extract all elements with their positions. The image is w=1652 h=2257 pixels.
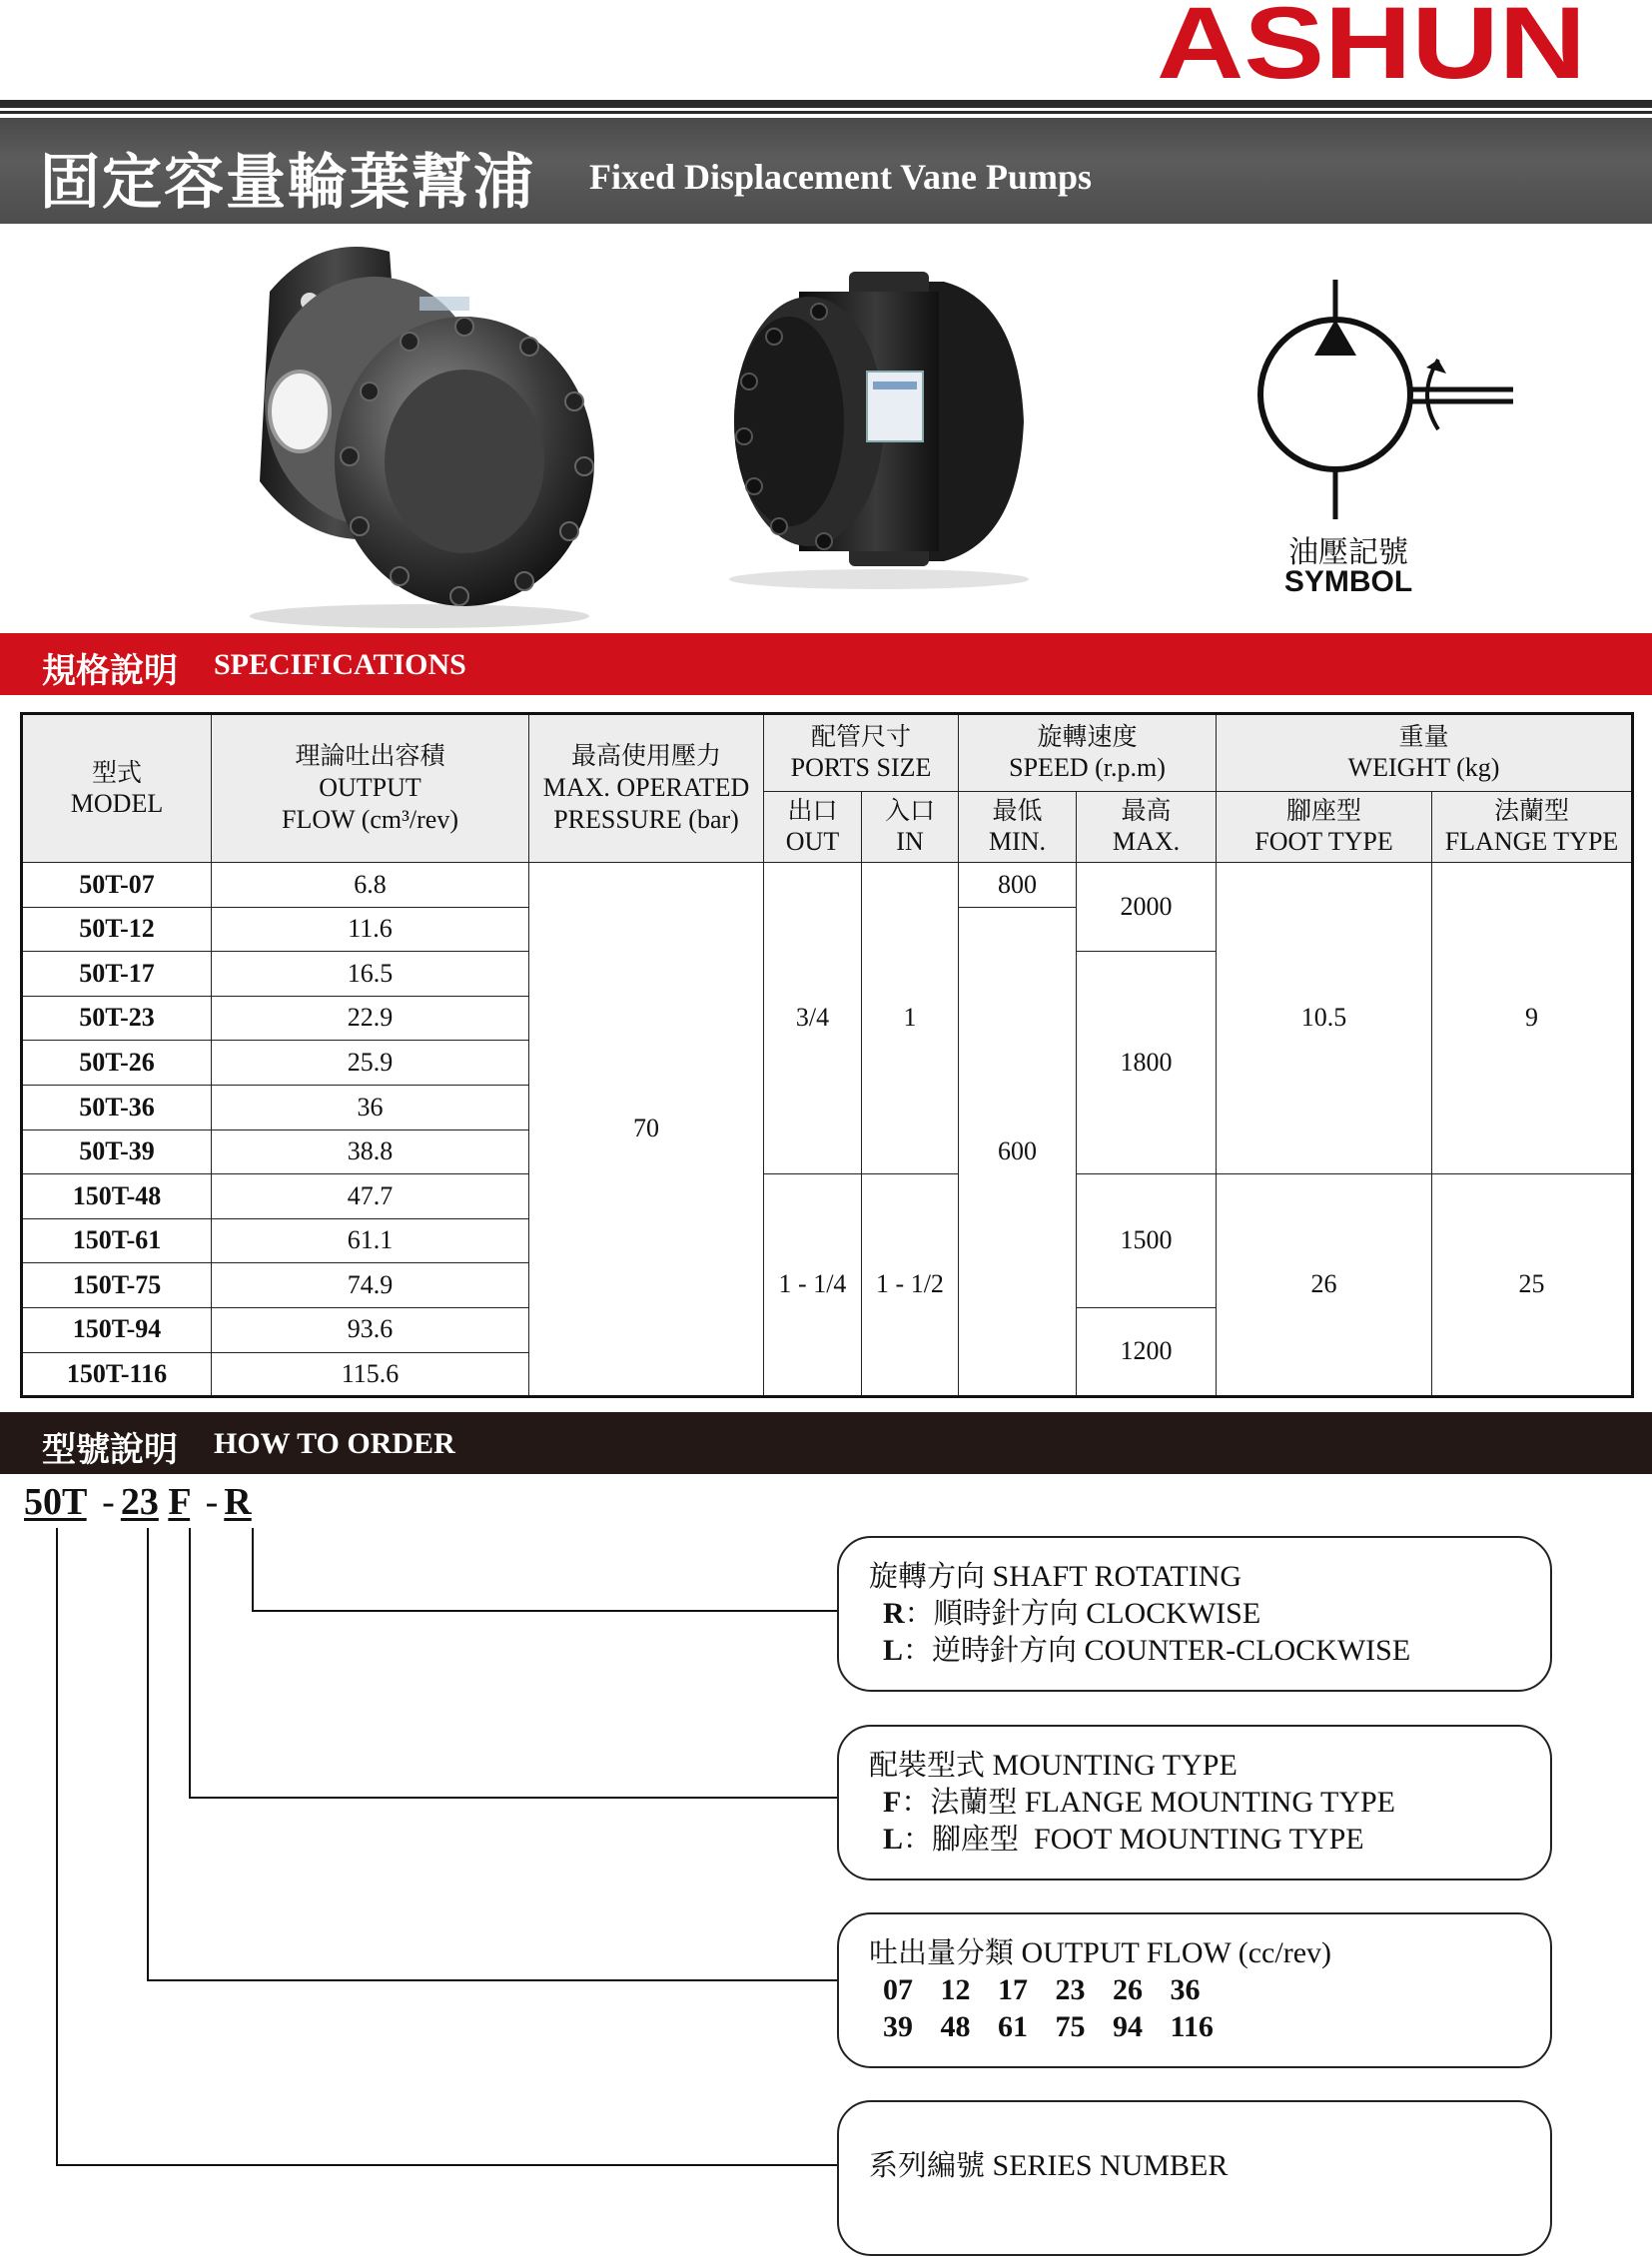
code-rotation: R [224, 1481, 252, 1523]
foot-pump-photo [719, 262, 1039, 591]
header-out: 出口 OUT [764, 792, 862, 863]
model-cell: 50T-36 [22, 1085, 212, 1129]
max-speed-1800-cell: 1800 [1077, 952, 1217, 1174]
model-cell: 50T-26 [22, 1041, 212, 1086]
code-dash: - [205, 1481, 219, 1523]
flow-cell: 22.9 [212, 996, 529, 1041]
how-to-order-heading-zh: 型號說明 [42, 1430, 178, 1470]
model-cell: 50T-39 [22, 1129, 212, 1174]
flow-values-row-1: 07 12 17 23 26 36 [883, 1973, 1201, 2006]
how-to-order-heading-en: HOW TO ORDER [214, 1427, 455, 1460]
min-speed-first-cell: 800 [959, 863, 1077, 908]
order-code-example [24, 1480, 252, 1524]
model-cell: 150T-61 [22, 1218, 212, 1263]
header-flange-type: 法蘭型 FLANGE TYPE [1432, 792, 1633, 863]
code-series: 50T [24, 1481, 87, 1523]
flange-weight-50-cell: 9 [1432, 863, 1633, 1174]
flow-cell: 115.6 [212, 1352, 529, 1397]
max-speed-1500-cell: 1500 [1077, 1174, 1217, 1308]
specifications-heading-en: SPECIFICATIONS [214, 648, 466, 681]
rotation-l-zh: ：逆時針方向 [903, 1633, 1078, 1667]
rotation-l-key: L [883, 1634, 904, 1667]
model-cell: 50T-07 [22, 863, 212, 908]
in-port-150-cell: 1 - 1/2 [862, 1174, 959, 1397]
mounting-option-box [837, 1725, 1552, 1881]
flange-pump-photo [230, 232, 609, 631]
rotation-r-key: R [883, 1597, 905, 1630]
flow-cell: 61.1 [212, 1218, 529, 1263]
model-cell: 150T-48 [22, 1174, 212, 1219]
pressure-cell: 70 [529, 863, 764, 1397]
series-title-zh: 系列編號 [869, 2148, 986, 2182]
min-speed-rest-cell: 600 [959, 907, 1077, 1397]
model-cell: 50T-23 [22, 996, 212, 1041]
code-dash: - [102, 1481, 115, 1523]
mount-l-key: L [883, 1823, 904, 1856]
header-min-speed: 最低 MIN. [959, 792, 1077, 863]
specifications-table [20, 712, 1634, 1398]
header-model: 型式 MODEL [22, 714, 212, 863]
model-cell: 50T-12 [22, 907, 212, 952]
rotation-r-en: CLOCKWISE [1078, 1597, 1261, 1630]
logo-text: ASHUN [1157, 0, 1586, 95]
mount-l-en: FOOT MOUNTING TYPE [1019, 1823, 1364, 1856]
header-max-speed: 最高 MAX. [1077, 792, 1217, 863]
max-speed-1200-cell: 1200 [1077, 1307, 1217, 1396]
page-title-en: Fixed Displacement Vane Pumps [589, 157, 1093, 197]
header-weight: 重量 WEIGHT (kg) [1217, 714, 1633, 792]
flow-cell: 38.8 [212, 1129, 529, 1174]
specifications-heading-zh: 規格說明 [42, 651, 178, 691]
rotation-title-en: SHAFT ROTATING [992, 1560, 1242, 1593]
mount-f-key: F [883, 1786, 902, 1819]
flow-cell: 36 [212, 1085, 529, 1129]
flow-cell: 47.7 [212, 1174, 529, 1219]
model-cell: 150T-94 [22, 1307, 212, 1352]
header-ports-size: 配管尺寸 PORTS SIZE [764, 714, 959, 792]
foot-weight-150-cell: 26 [1217, 1174, 1432, 1397]
mount-l-zh: ：腳座型 [903, 1822, 1020, 1856]
in-port-50-cell: 1 [862, 863, 959, 1174]
table-row [22, 1174, 1633, 1219]
flow-cell: 93.6 [212, 1307, 529, 1352]
rotation-l-en: COUNTER-CLOCKWISE [1077, 1634, 1411, 1667]
hydraulic-pump-symbol [1239, 280, 1528, 519]
rotation-r-zh: ：順時針方向 [904, 1596, 1079, 1630]
flow-title-en: OUTPUT FLOW (cc/rev) [1014, 1936, 1332, 1969]
table-row [22, 863, 1633, 908]
top-rule-thin [0, 111, 1652, 114]
header-max-pressure: 最高使用壓力 MAX. OPERATED PRESSURE (bar) [529, 714, 764, 863]
mount-f-zh: ：法蘭型 [901, 1785, 1018, 1819]
foot-weight-50-cell: 10.5 [1217, 863, 1432, 1174]
code-flow: 23 [120, 1481, 159, 1523]
mount-title-en: MOUNTING TYPE [985, 1749, 1238, 1782]
model-cell: 50T-17 [22, 952, 212, 997]
flow-cell: 25.9 [212, 1041, 529, 1086]
flow-cell: 74.9 [212, 1263, 529, 1308]
header-in: 入口 IN [862, 792, 959, 863]
output-flow-option-box [837, 1912, 1552, 2068]
symbol-caption-en: SYMBOL [1283, 565, 1413, 598]
out-port-150-cell: 1 - 1/4 [764, 1174, 862, 1397]
rotation-option-box [837, 1536, 1552, 1692]
header-speed: 旋轉速度 SPEED (r.p.m) [959, 714, 1217, 792]
page-title-zh: 固定容量輪葉幫浦 [40, 148, 535, 218]
symbol-caption-zh: 油壓記號 [1288, 535, 1408, 570]
model-cell: 150T-116 [22, 1352, 212, 1397]
series-title-en: SERIES NUMBER [985, 2149, 1229, 2182]
ashun-logo [1149, 0, 1588, 95]
mount-title-zh: 配裝型式 [869, 1748, 986, 1782]
top-rule-thick [0, 100, 1652, 108]
out-port-50-cell: 3/4 [764, 863, 862, 1174]
code-mount: F [168, 1481, 191, 1523]
flow-title-zh: 吐出量分類 [869, 1935, 1015, 1969]
flow-values-row-2: 39 48 61 75 94 116 [883, 2010, 1214, 2043]
flow-cell: 6.8 [212, 863, 529, 908]
header-foot-type: 腳座型 FOOT TYPE [1217, 792, 1432, 863]
rotation-title-zh: 旋轉方向 [869, 1559, 986, 1593]
header-output-flow: 理論吐出容積 OUTPUT FLOW (cm³/rev) [212, 714, 529, 863]
series-number-box [837, 2100, 1552, 2256]
max-speed-2000-cell: 2000 [1077, 863, 1217, 952]
flange-weight-150-cell: 25 [1432, 1174, 1633, 1397]
model-cell: 150T-75 [22, 1263, 212, 1308]
mount-f-en: FLANGE MOUNTING TYPE [1017, 1786, 1395, 1819]
flow-cell: 11.6 [212, 907, 529, 952]
flow-cell: 16.5 [212, 952, 529, 997]
